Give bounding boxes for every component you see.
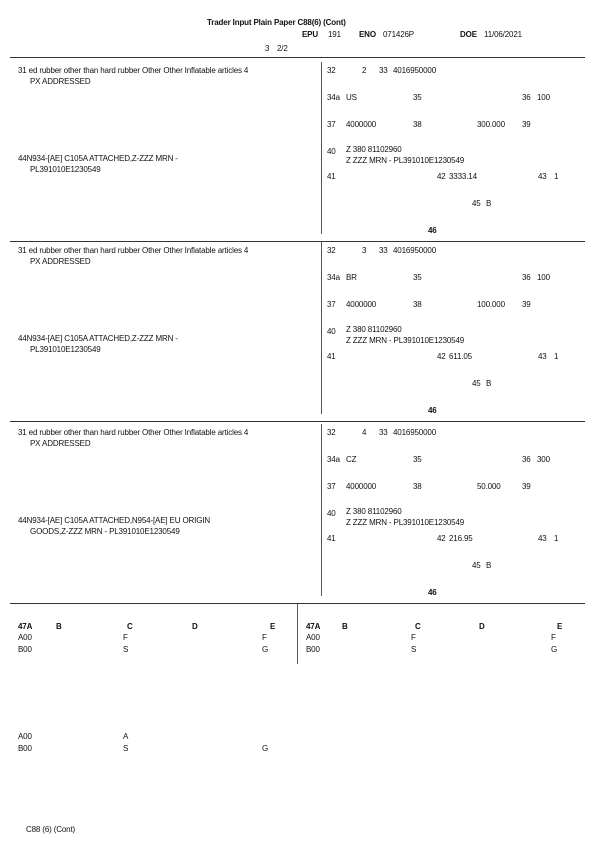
valuation-method: 1 [554, 352, 559, 361]
previous-document-2: Z ZZZ MRN - PL391010E1230549 [346, 156, 465, 165]
box35-label: 35 [413, 273, 422, 282]
item-column-divider [321, 62, 322, 234]
box45-label: 45 [472, 379, 481, 388]
page-of: 2/2 [277, 44, 288, 53]
box43-label: 43 [538, 352, 547, 361]
box40-label: 40 [327, 327, 336, 336]
box47-left-header-b: B [56, 622, 62, 631]
box32-label: 32 [327, 66, 336, 75]
box37-label: 37 [327, 120, 336, 129]
valuation-method: 1 [554, 172, 559, 181]
box32-label: 32 [327, 428, 336, 437]
footer-label: C88 (6) (Cont) [26, 825, 76, 834]
eno-value: 071426P [383, 30, 414, 39]
origin-country: BR [346, 273, 357, 282]
box37-label: 37 [327, 300, 336, 309]
box47-right-header-d: D [479, 622, 485, 631]
box47-right-header-a: 47A [306, 622, 321, 631]
box36-label: 36 [522, 273, 531, 282]
valuation-method: 1 [554, 534, 559, 543]
box47-left-header-d: D [192, 622, 198, 631]
item-divider [10, 241, 585, 242]
box43-label: 43 [538, 172, 547, 181]
box38-label: 38 [413, 120, 422, 129]
item-number: 3 [362, 246, 367, 255]
box42-label: 42 [437, 352, 446, 361]
box47-lower-r1-c: A [123, 732, 129, 741]
item-description-line2: PX ADDRESSED [30, 439, 91, 448]
additional-info-line2: PL391010E1230549 [30, 345, 101, 354]
item-price: 611.05 [449, 352, 472, 361]
additional-info-line1: 44N934-[AE] C105A ATTACHED,N954-[AE] EU ORIGIN [18, 516, 210, 525]
additional-info-line2: PL391010E1230549 [30, 165, 101, 174]
item-description-line1: 31 ed rubber other than hard rubber Other Other Inflatable articles 4 [18, 246, 249, 255]
box42-label: 42 [437, 172, 446, 181]
previous-document-2: Z ZZZ MRN - PL391010E1230549 [346, 518, 465, 527]
box36-label: 36 [522, 93, 531, 102]
box47-lower-r1-type: A00 [18, 732, 32, 741]
box47-left-header-c: C [127, 622, 133, 631]
box47-lower-r2-e: G [262, 744, 269, 753]
procedure-code: 4000000 [346, 482, 377, 491]
box47-left-r2-c: S [123, 645, 129, 654]
additional-info-line1: 44N934-[AE] C105A ATTACHED,Z-ZZZ MRN - [18, 154, 178, 163]
item-number: 4 [362, 428, 367, 437]
box47-left-r2-type: B00 [18, 645, 32, 654]
box38-label: 38 [413, 482, 422, 491]
box47-split-line [297, 604, 298, 664]
box47-lower-r2-c: S [123, 744, 129, 753]
box47-left-header-a: 47A [18, 622, 33, 631]
box47-left-r1-type: A00 [18, 633, 32, 642]
doe-label: DOE [460, 30, 477, 39]
commodity-code: 4016950000 [393, 66, 436, 75]
box41-label: 41 [327, 534, 336, 543]
epu-value: 191 [328, 30, 341, 39]
origin-country: US [346, 93, 357, 102]
eno-label: ENO [359, 30, 376, 39]
box33-label: 33 [379, 428, 388, 437]
box34a-label: 34a [327, 273, 340, 282]
box41-label: 41 [327, 352, 336, 361]
box47-right-header-e: E [557, 622, 563, 631]
box45-value: B [486, 561, 492, 570]
box47-right-header-b: B [342, 622, 348, 631]
preference: 300 [537, 455, 550, 464]
additional-info-line2: GOODS,Z-ZZZ MRN - PL391010E1230549 [30, 527, 180, 536]
box35-label: 35 [413, 93, 422, 102]
box47-right-header-c: C [415, 622, 421, 631]
item-description-line1: 31 ed rubber other than hard rubber Other Other Inflatable articles 4 [18, 66, 249, 75]
box45-value: B [486, 199, 492, 208]
box47-right-r1-c: F [411, 633, 416, 642]
origin-country: CZ [346, 455, 357, 464]
box34a-label: 34a [327, 93, 340, 102]
box47-left-r1-e: F [262, 633, 267, 642]
header-divider [10, 57, 585, 58]
box43-label: 43 [538, 534, 547, 543]
item-description-line1: 31 ed rubber other than hard rubber Other Other Inflatable articles 4 [18, 428, 249, 437]
box41-label: 41 [327, 172, 336, 181]
doe-value: 11/06/2021 [484, 30, 522, 39]
box42-label: 42 [437, 534, 446, 543]
box45-label: 45 [472, 561, 481, 570]
box47-right-r2-e: G [551, 645, 558, 654]
item-price: 216.95 [449, 534, 473, 543]
box45-value: B [486, 379, 492, 388]
box47-lower-r2-type: B00 [18, 744, 32, 753]
box46-label: 46 [428, 588, 437, 597]
procedure-code: 4000000 [346, 300, 377, 309]
box47-right-r1-type: A00 [306, 633, 320, 642]
box39-label: 39 [522, 120, 531, 129]
commodity-code: 4016950000 [393, 246, 436, 255]
item-price: 3333.14 [449, 172, 477, 181]
commodity-code: 4016950000 [393, 428, 436, 437]
box37-label: 37 [327, 482, 336, 491]
box40-label: 40 [327, 147, 336, 156]
box46-label: 46 [428, 406, 437, 415]
box47-right-r2-c: S [411, 645, 417, 654]
box47-left-r1-c: F [123, 633, 128, 642]
box45-label: 45 [472, 199, 481, 208]
net-mass: 100.000 [477, 300, 505, 309]
box36-label: 36 [522, 455, 531, 464]
box34a-label: 34a [327, 455, 340, 464]
item-number: 2 [362, 66, 367, 75]
epu-label: EPU [302, 30, 318, 39]
box38-label: 38 [413, 300, 422, 309]
item-divider [10, 421, 585, 422]
previous-document-1: Z 380 81102960 [346, 325, 402, 334]
item-description-line2: PX ADDRESSED [30, 257, 91, 266]
box35-label: 35 [413, 455, 422, 464]
box47-left-header-e: E [270, 622, 276, 631]
previous-document-2: Z ZZZ MRN - PL391010E1230549 [346, 336, 465, 345]
preference: 100 [537, 93, 550, 102]
page-number: 3 [265, 44, 270, 53]
document-title: Trader Input Plain Paper C88(6) (Cont) [207, 18, 346, 27]
box39-label: 39 [522, 482, 531, 491]
box46-label: 46 [428, 226, 437, 235]
box47-right-r2-type: B00 [306, 645, 320, 654]
box47-left-r2-e: G [262, 645, 269, 654]
box39-label: 39 [522, 300, 531, 309]
procedure-code: 4000000 [346, 120, 377, 129]
box33-label: 33 [379, 66, 388, 75]
box47-right-r1-e: F [551, 633, 556, 642]
item-column-divider [321, 242, 322, 414]
previous-document-1: Z 380 81102960 [346, 507, 402, 516]
box40-label: 40 [327, 509, 336, 518]
additional-info-line1: 44N934-[AE] C105A ATTACHED,Z-ZZZ MRN - [18, 334, 178, 343]
box33-label: 33 [379, 246, 388, 255]
item-column-divider [321, 424, 322, 596]
previous-document-1: Z 380 81102960 [346, 145, 402, 154]
box32-label: 32 [327, 246, 336, 255]
net-mass: 300.000 [477, 120, 505, 129]
net-mass: 50.000 [477, 482, 501, 491]
preference: 100 [537, 273, 550, 282]
item-description-line2: PX ADDRESSED [30, 77, 91, 86]
